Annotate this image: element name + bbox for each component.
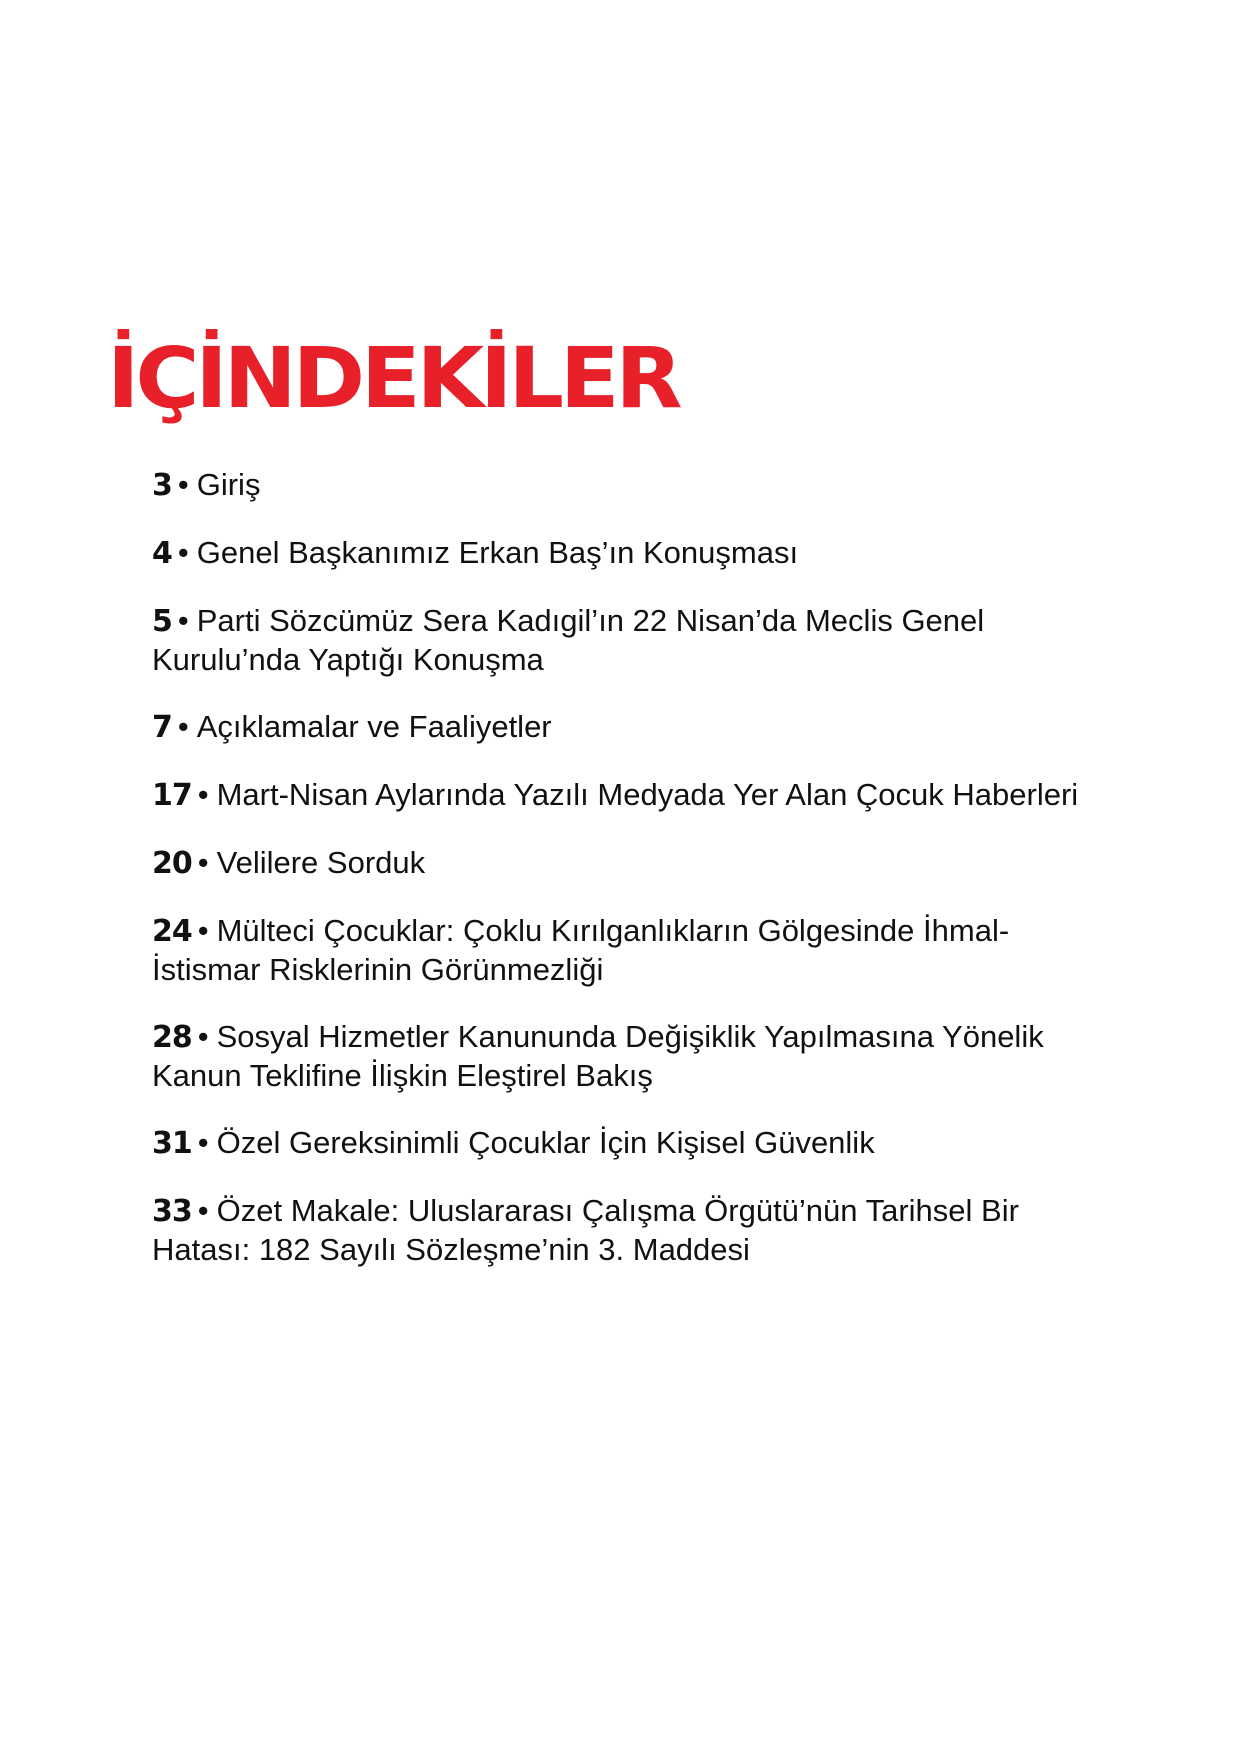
toc-bullet: • [197,1193,209,1228]
toc-page-number: 24 [152,914,192,949]
toc-bullet: • [177,535,189,570]
toc-bullet: • [177,467,189,502]
toc-entry-title: Giriş [196,467,261,502]
toc-entry-title: Mülteci Çocuklar: Çoklu Kırılganlıkların Gölgesinde İhmal-İstismar Risklerinin Görünmezliği [152,913,1010,987]
toc-bullet: • [197,913,209,948]
toc-page-number: 33 [152,1194,192,1229]
toc-page-number: 3 [152,468,172,503]
toc-entry-title: Genel Başkanımız Erkan Baş’ın Konuşması [196,535,799,570]
toc-entry [152,1192,1112,1269]
toc-entry [152,1124,1112,1163]
toc-bullet: • [177,603,189,638]
toc-bullet: • [177,709,189,744]
toc-title: İÇİNDEKİLER [107,329,679,427]
toc-bullet: • [197,1019,209,1054]
toc-entry [152,602,1112,679]
toc-entry-title: Özet Makale: Uluslararası Çalışma Örgütü’nün Tarihsel Bir Hatası: 182 Sayılı Sözleşme’nin 3. Maddesi [152,1193,1019,1267]
toc-entry [152,534,1112,573]
toc-entry [152,912,1112,989]
toc-entry [152,1018,1112,1095]
toc-bullet: • [197,777,209,812]
toc-entry [152,466,1112,505]
toc-page-number: 31 [152,1126,192,1161]
toc-bullet: • [197,1125,209,1160]
toc-entry [152,844,1112,883]
toc-entry-title: Velilere Sorduk [216,845,426,880]
toc-bullet: • [197,845,209,880]
toc-page-number: 4 [152,536,172,571]
toc-entry-title: Parti Sözcümüz Sera Kadıgil’ın 22 Nisan’da Meclis Genel Kurulu’nda Yaptığı Konuşma [152,603,985,677]
toc-entry-title: Özel Gereksinimli Çocuklar İçin Kişisel Güvenlik [216,1125,875,1160]
toc-list [152,466,1112,1298]
toc-page-number: 5 [152,604,172,639]
toc-page-number: 20 [152,846,192,881]
toc-entry-title: Açıklamalar ve Faaliyetler [196,709,552,744]
toc-page-number: 7 [152,710,172,745]
toc-entry-title: Mart-Nisan Aylarında Yazılı Medyada Yer Alan Çocuk Haberleri [216,777,1079,812]
toc-entry-title: Sosyal Hizmetler Kanununda Değişiklik Yapılmasına Yönelik Kanun Teklifine İlişkin Eleştirel Bakış [152,1019,1044,1093]
toc-page-number: 28 [152,1020,192,1055]
toc-entry [152,776,1112,815]
toc-page-number: 17 [152,778,192,813]
toc-entry [152,708,1112,747]
